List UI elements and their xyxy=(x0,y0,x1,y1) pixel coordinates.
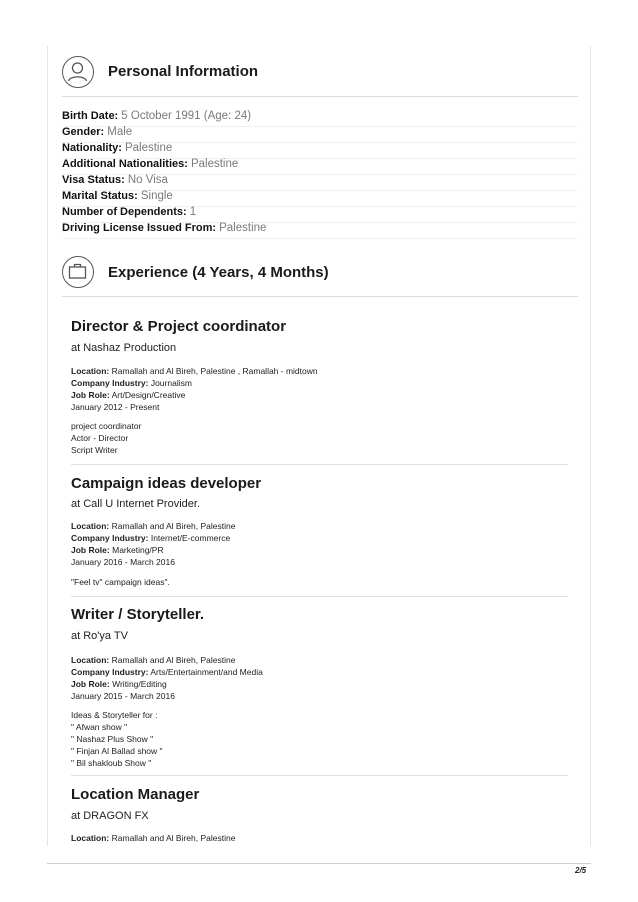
job-title: Director & Project coordinator xyxy=(71,318,287,335)
pi-value: Palestine xyxy=(124,142,173,154)
job-title: Writer / Storyteller. xyxy=(71,606,205,623)
job-location: Ramallah and Al Bireh, Palestine xyxy=(111,833,236,843)
person-icon xyxy=(62,56,94,88)
pi-label: Gender: xyxy=(62,126,105,138)
pi-row-visa-status xyxy=(62,174,578,191)
personal-info-header xyxy=(62,56,578,97)
job-dates: January 2016 - March 2016 xyxy=(71,557,175,567)
job-meta xyxy=(71,654,263,702)
industry-label: Company Industry: xyxy=(71,378,149,388)
job-location: Ramallah and Al Bireh, Palestine xyxy=(111,655,236,665)
job-role: Writing/Editing xyxy=(112,679,167,689)
pi-row-dependents xyxy=(62,206,578,223)
pi-value: Palestine xyxy=(219,222,267,234)
job-description xyxy=(71,420,141,456)
page-number: 2/5 xyxy=(575,866,587,875)
desc-line: " Nashaz Plus Show " xyxy=(71,734,154,744)
desc-line: " Bil shakloub Show " xyxy=(71,758,152,768)
job-description xyxy=(71,709,163,769)
pi-label: Marital Status: xyxy=(62,190,138,202)
pi-row-driving-license xyxy=(62,222,578,239)
pi-label: Visa Status: xyxy=(62,174,125,186)
pi-label: Additional Nationalities: xyxy=(62,158,188,170)
job-dates: January 2015 - March 2016 xyxy=(71,691,175,701)
job-industry: Journalism xyxy=(150,378,192,388)
job-role: Art/Design/Creative xyxy=(111,390,186,400)
pi-row-marital-status xyxy=(62,190,578,207)
desc-line: project coordinator xyxy=(71,421,142,431)
pi-label: Number of Dependents: xyxy=(62,206,187,218)
job-company: at Call U Internet Provider. xyxy=(71,498,201,510)
job-meta xyxy=(71,520,235,568)
footer-divider xyxy=(47,863,591,864)
pi-value: 5 October 1991 (Age: 24) xyxy=(121,110,252,122)
left-border xyxy=(47,46,48,846)
job-company: at Nashaz Production xyxy=(71,342,177,354)
job-company: at DRAGON FX xyxy=(71,810,149,822)
pi-label: Nationality: xyxy=(62,142,122,154)
location-label: Location: xyxy=(71,366,110,376)
job-title: Campaign ideas developer xyxy=(71,475,262,492)
job-role: Marketing/PR xyxy=(112,545,164,555)
pi-row-additional-nationalities xyxy=(62,158,578,175)
job-location: Ramallah and Al Bireh, Palestine , Ramallah - midtown xyxy=(111,366,318,376)
section-title: Personal Information xyxy=(108,63,259,80)
pi-value: 1 xyxy=(189,206,197,218)
pi-row-birth-date xyxy=(62,110,578,127)
job-description xyxy=(71,576,170,588)
job-separator xyxy=(71,775,568,776)
desc-line: " Afwan show " xyxy=(71,722,128,732)
experience-header xyxy=(62,254,578,297)
job-separator xyxy=(71,464,568,465)
pi-value: Single xyxy=(140,190,173,202)
job-company: at Ro'ya TV xyxy=(71,630,128,642)
role-label: Job Role: xyxy=(71,679,110,689)
desc-line: "Feel tv" campaign ideas". xyxy=(71,577,170,587)
job-meta xyxy=(71,832,235,844)
industry-label: Company Industry: xyxy=(71,667,149,677)
location-label: Location: xyxy=(71,655,110,665)
job-dates: January 2012 - Present xyxy=(71,402,160,412)
location-label: Location: xyxy=(71,521,110,531)
job-industry: Arts/Entertainment/and Media xyxy=(150,667,263,677)
job-title: Location Manager xyxy=(71,786,200,803)
industry-label: Company Industry: xyxy=(71,533,149,543)
job-industry: Internet/E-commerce xyxy=(150,533,231,543)
job-location: Ramallah and Al Bireh, Palestine xyxy=(111,521,236,531)
pi-value: Male xyxy=(107,126,133,138)
desc-line: " Finjan Al Ballad show " xyxy=(71,746,163,756)
pi-value: No Visa xyxy=(127,174,168,186)
job-separator xyxy=(71,596,568,597)
pi-row-nationality xyxy=(62,142,578,159)
pi-value: Palestine xyxy=(190,158,239,170)
briefcase-icon xyxy=(62,256,94,288)
right-border xyxy=(590,46,591,846)
role-label: Job Role: xyxy=(71,390,110,400)
desc-line: Ideas & Storyteller for : xyxy=(71,710,158,720)
pi-label: Driving License Issued From: xyxy=(62,222,217,234)
pi-row-gender xyxy=(62,126,578,143)
location-label: Location: xyxy=(71,833,110,843)
desc-line: Script Writer xyxy=(71,445,118,455)
section-title: Experience (4 Years, 4 Months) xyxy=(108,264,329,281)
role-label: Job Role: xyxy=(71,545,110,555)
pi-label: Birth Date: xyxy=(62,110,119,122)
desc-line: Actor - Director xyxy=(71,433,129,443)
job-meta xyxy=(71,365,318,413)
